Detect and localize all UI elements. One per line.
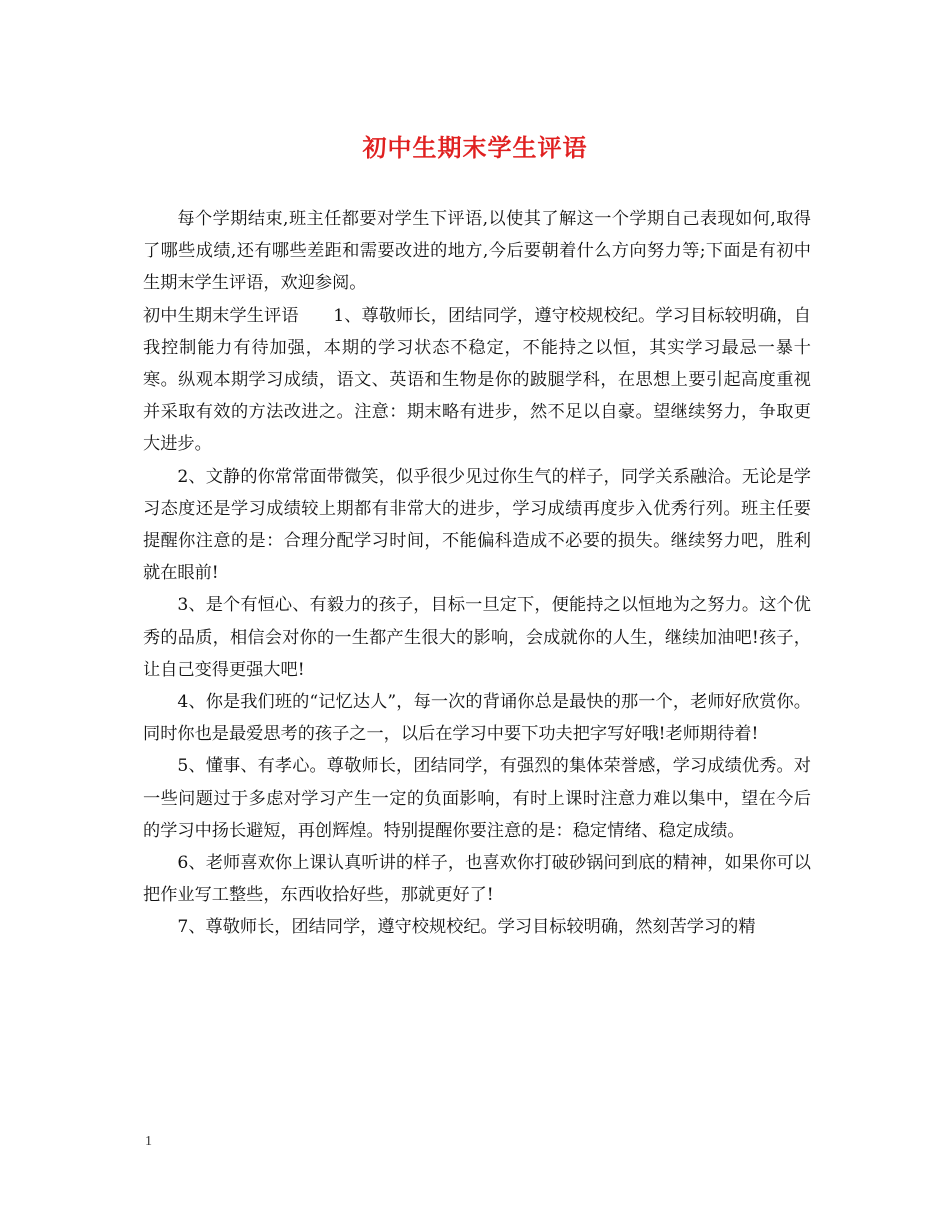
paragraph-comment-6: 6、老师喜欢你上课认真听讲的样子，也喜欢你打破砂锅问到底的精神，如果你可以把作业写工整些，东西收拾好些，那就更好了! — [143, 853, 811, 906]
paragraph-comment-5: 5、懂事、有孝心。尊敬师长，团结同学，有强烈的集体荣誉感，学习成绩优秀。对一些问题过于多虑对学习产生一定的负面影响，有时上课时注意力难以集中，望在今后的学习中扬长避短，再创辉煌。特别提醒你要注意的是：稳定情绪、稳定成绩。 — [143, 756, 811, 841]
paragraph-comment-4: 4、你是我们班的“记忆达人”，每一次的背诵你总是最快的那一个，老师好欣赏你。同时你也是最爱思考的孩子之一，以后在学习中要下功夫把字写好哦!老师期待着! — [143, 692, 811, 745]
paragraph-comment-2: 2、文静的你常常面带微笑，似乎很少见过你生气的样子，同学关系融洽。无论是学习态度还是学习成绩较上期都有非常大的进步，学习成绩再度步入优秀行列。班主任要提醒你注意的是：合理分配学习时间，不能偏科造成不必要的损失。继续努力吧，胜利就在眼前! — [143, 466, 811, 584]
page-number: 1 — [145, 1134, 152, 1149]
paragraph-comment-3: 3、是个有恒心、有毅力的孩子，目标一旦定下，便能持之以恒地为之努力。这个优秀的品质，相信会对你的一生都产生很大的影响，会成就你的人生，继续加油吧!孩子，让自己变得更强大吧! — [143, 595, 811, 680]
paragraph-comment-7: 7、尊敬师长，团结同学，遵守校规校纪。学习目标较明确，然刻苦学习的精 — [177, 917, 756, 938]
paragraph-comment-1: 初中生期末学生评语 1、尊敬师长，团结同学，遵守校规校纪。学习目标较明确，自我控制能力有待加强，本期的学习状态不稳定，不能持之以恒，其实学习最忌一暴十寒。纵观本期学习成绩，语文、英语和生物是你的跛腿学科，在思想上要引起高度重视并采取有效的方法改进之。注意：期末略有进步，然不足以自豪。望继续努力，争取更大进步。 — [143, 305, 811, 455]
paragraph-intro: 每个学期结束,班主任都要对学生下评语,以使其了解这一个学期自己表现如何,取得了哪些成绩,还有哪些差距和需要改进的地方,今后要朝着什么方向努力等;下面是有初中生期末学生评语，欢迎参阅。 — [143, 209, 811, 294]
document-body — [143, 203, 811, 944]
document-title: 初中生期末学生评语 — [362, 133, 588, 162]
